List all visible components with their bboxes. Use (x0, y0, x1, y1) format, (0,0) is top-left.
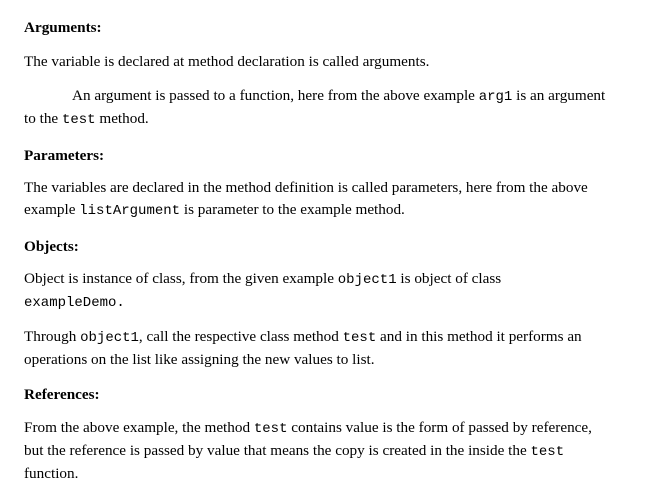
references-line-1 (24, 417, 592, 440)
arguments-example-text-b: is an argument (512, 87, 606, 104)
arguments-definition (24, 51, 429, 73)
objects-definition (24, 268, 501, 314)
objects-usage-text-d: operations on the list like assigning the new values to list. (24, 351, 375, 368)
arguments-example-text-d: method. (95, 110, 149, 127)
code-exampleDemo: exampleDemo. (24, 295, 125, 311)
code-test-ref-2: test (530, 444, 565, 460)
arguments-example-text-a: An argument is passed to a function, here from the above example (72, 87, 479, 104)
objects-text-a: Object is instance of class, from the given example (24, 270, 338, 287)
arguments-example-text-c: to the (24, 110, 62, 127)
references-text-b: contains value is the form of passed by reference, (287, 419, 592, 436)
arguments-example (24, 85, 605, 131)
objects-usage-text-a: Through (24, 328, 81, 345)
objects-usage-line-1 (24, 326, 582, 349)
code-test: test (61, 112, 96, 128)
parameters-text-c: is parameter to the example method. (180, 201, 405, 218)
code-object1: object1 (337, 272, 397, 288)
arguments-example-line-1 (24, 85, 605, 108)
arguments-heading: Arguments: (24, 19, 102, 36)
objects-line-2 (24, 291, 501, 314)
references-text-c: but the reference is passed by value that means the copy is created in the inside the (24, 442, 531, 459)
references-line-2 (24, 440, 592, 463)
arguments-definition-text: The variable is declared at method declaration is called arguments. (24, 53, 430, 70)
code-object1-usage: object1 (80, 330, 139, 346)
code-listArgument: listArgument (79, 203, 181, 219)
code-test-usage: test (342, 330, 377, 346)
references-text-a: From the above example, the method (24, 419, 254, 436)
objects-usage-text-b: , call the respective class method (138, 328, 343, 345)
code-arg1: arg1 (478, 89, 513, 105)
references-text-d: function. (24, 465, 79, 482)
references-heading: References: (24, 386, 100, 403)
parameters-text-a: The variables are declared in the method definition is called parameters, here from the above (24, 179, 588, 196)
references-definition (24, 417, 592, 485)
parameters-definition (24, 177, 588, 222)
arguments-example-line-2 (24, 108, 605, 131)
parameters-line-2 (24, 199, 588, 222)
objects-usage (24, 326, 582, 371)
objects-usage-text-c: and in this method it performs an (376, 328, 582, 345)
parameters-text-b: example (24, 201, 80, 218)
parameters-heading: Parameters: (24, 147, 105, 164)
objects-text-b: is object of class (396, 270, 502, 287)
code-test-ref-1: test (253, 421, 288, 437)
objects-line-1 (24, 268, 501, 291)
objects-heading: Objects: (24, 238, 79, 255)
